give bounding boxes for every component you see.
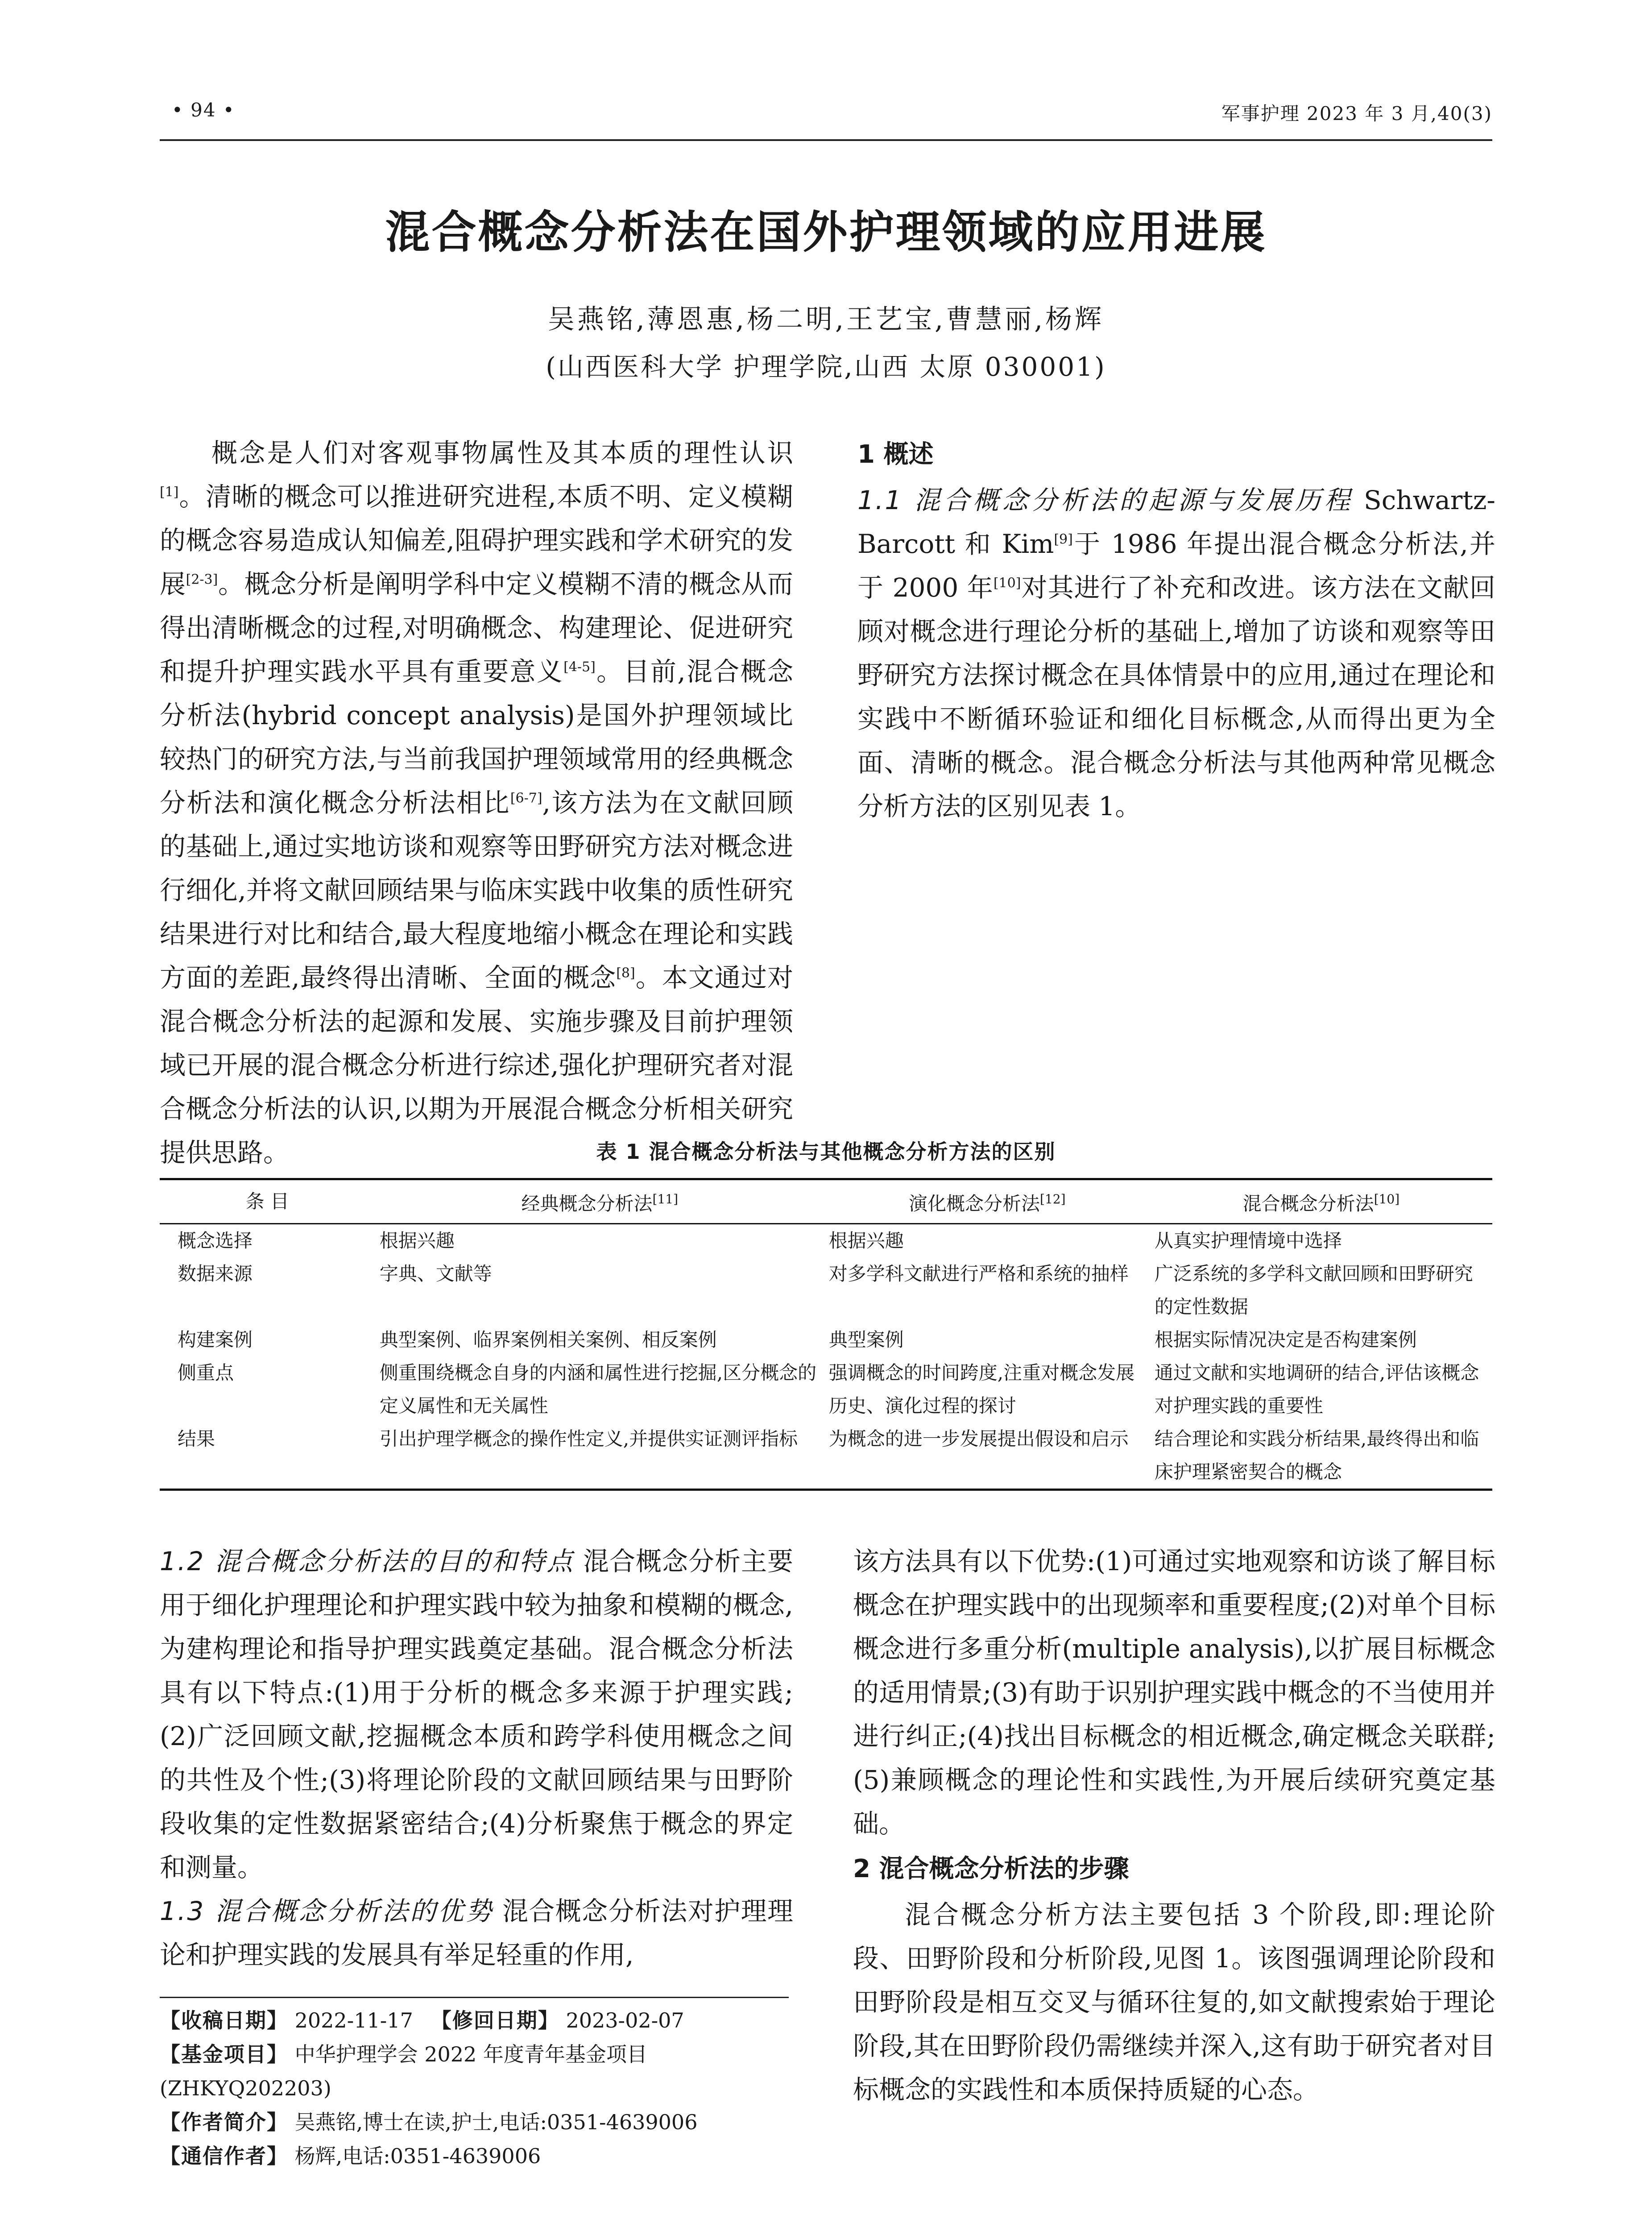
table-cell: 结合理论和实践分析结果,最终得出和临床护理紧密契合的概念 [1150, 1422, 1492, 1490]
citation[interactable]: [4-5] [563, 659, 596, 675]
table-cell: 构建案例 [178, 1329, 253, 1351]
received-date: 2022-11-17 [294, 2008, 413, 2032]
citation[interactable]: [10] [1374, 1192, 1400, 1207]
section-1-2-paragraph [160, 1539, 793, 1889]
intro-text: 。目前,混合概念分析法(hybrid concept analysis)是国外护理领域比较热门的研究方法,与当前我国护理领域常用的经典概念分析法和演化概念分析法相比 [160, 656, 793, 818]
footnote-corresponding [160, 2139, 793, 2173]
table-row [160, 1356, 1492, 1422]
table-cell: 典型案例 [828, 1329, 904, 1351]
author-bio: 吴燕铭,博士在读,护士,电话:0351-4639006 [294, 2110, 698, 2134]
citation[interactable]: [12] [1040, 1192, 1066, 1207]
table-row [160, 1422, 1492, 1490]
table-cell: 对多学科文献进行严格和系统的抽样 [828, 1263, 1129, 1285]
table-cell: 字典、文献等 [379, 1263, 492, 1285]
paragraph-text: 于 1986 年提出混合概念分析法,并于 2000 年 [857, 529, 1495, 603]
subsection-heading: 1.1 混合概念分析法的起源与发展历程 [857, 485, 1354, 515]
table-caption: 表 1 混合概念分析法与其他概念分析方法的区别 [596, 1140, 1056, 1164]
subsection-heading: 1.2 混合概念分析法的目的和特点 [160, 1546, 575, 1576]
table-cell: 典型案例、临界案例相关案例、相反案例 [379, 1329, 717, 1351]
section1-column-right [857, 431, 1495, 828]
paragraph-text: 混合概念分析主要用于细化护理理论和护理实践中较为抽象和模糊的概念,为建构理论和指导护理实践奠定基础。混合概念分析法具有以下特点:(1)用于分析的概念多来源于护理实践;(2)广泛回顾文献,挖掘概念本质和跨学科使用概念之间的共性及个性;(3)将理论阶段的文献回顾结果与田野阶段收集的定性数据紧密结合;(4)分析聚焦于概念的界定和测量。 [160, 1546, 794, 1883]
citation[interactable]: [10] [993, 575, 1021, 591]
table-row [160, 1257, 1492, 1323]
comparison-table [160, 1178, 1492, 1491]
table-cell: 侧重点 [178, 1362, 234, 1384]
footnote-label: 【收稿日期】 [160, 2008, 288, 2032]
intro-column-left [160, 431, 793, 1174]
citation[interactable]: [1] [160, 484, 179, 500]
intro-text: 概念是人们对客观事物属性及其本质的理性认识 [211, 438, 793, 468]
footnote-label: 【修回日期】 [431, 2008, 559, 2032]
table-row [160, 1323, 1492, 1356]
section-1-1-paragraph [857, 478, 1495, 828]
intro-text: 。清晰的概念可以推进研究进程,本质不明、定义模糊的概念容易造成认知偏差,阻碍护理实践和学术研究的发展 [160, 481, 793, 599]
footnote-rule [160, 1997, 789, 1998]
footnote-fund [160, 2037, 793, 2105]
footnote-label: 【基金项目】 [160, 2042, 288, 2066]
table-cell: 侧重围绕概念自身的内涵和属性进行挖掘,区分概念的定义属性和无关属性 [379, 1362, 817, 1417]
section-heading: 1 概述 [857, 440, 934, 469]
section-1-3-paragraph [160, 1889, 793, 1977]
table-cell: 广泛系统的多学科文献回顾和田野研究的定性数据 [1154, 1263, 1473, 1318]
table-header-cell: 混合概念分析法[10] [1150, 1179, 1492, 1224]
journal-info: 军事护理 2023 年 3 月,40(3) [1221, 103, 1492, 124]
fund-text: 中华护理学会 2022 年度青年基金项目(ZHKYQ202203) [160, 2042, 647, 2100]
paragraph-text: 混合概念分析法对护理理论和护理实践的发展具有举足轻重的作用, [160, 1896, 794, 1970]
table-cell: 根据兴趣 [379, 1230, 455, 1252]
paragraph-text: 对其进行了补充和改进。该方法在文献回顾对概念进行理论分析的基础上,增加了访谈和观察等田野研究方法探讨概念在具体情景中的应用,通过在理论和实践中不断循环验证和细化目标概念,从而得出更为全面、清晰的概念。混合概念分析法与其他两种常见概念分析方法的区别见表 1。 [857, 572, 1495, 821]
revised-date: 2023-02-07 [566, 2008, 684, 2032]
intro-text: ,该方法为在文献回顾的基础上,通过实地访谈和观察等田野研究方法对概念进行细化,并将文献回顾结果与临床实践中收集的质性研究结果进行对比和结合,最大程度地缩小概念在理论和实践方面的差距,最终得出清晰、全面的概念 [160, 788, 793, 993]
citation[interactable]: [2-3] [186, 572, 218, 588]
citation[interactable]: [8] [616, 965, 635, 981]
footnote-label: 【作者简介】 [160, 2110, 288, 2134]
table-header-cell: 条 目 [160, 1179, 362, 1224]
subsection-heading: 1.3 混合概念分析法的优势 [160, 1896, 494, 1926]
section-heading: 2 混合概念分析法的步骤 [853, 1854, 1129, 1883]
page-number: • 94 • [172, 99, 235, 121]
table-header-row [160, 1179, 1492, 1224]
corresponding-author: 杨辉,电话:0351-4639006 [294, 2144, 541, 2168]
table-cell: 根据实际情况决定是否构建案例 [1154, 1329, 1417, 1351]
section-2-paragraph: 混合概念分析方法主要包括 3 个阶段,即:理论阶段、田野阶段和分析阶段,见图 1。该图强调理论阶段和田野阶段是相互交叉与循环往复的,如文献搜索始于理论阶段,其在田野阶段仍需继续并深入,这有助于研究者对目标概念的实践性和本质保持质疑的心态。 [853, 1899, 1495, 2105]
citation[interactable]: [9] [1054, 531, 1073, 547]
table-cell: 从真实护理情境中选择 [1154, 1230, 1342, 1252]
citation[interactable]: [6-7] [510, 790, 542, 806]
header-rule [160, 139, 1492, 141]
table-cell: 通过文献和实地调研的结合,评估该概念对护理实践的重要性 [1154, 1362, 1479, 1417]
table-cell: 数据来源 [178, 1263, 253, 1285]
table-cell: 根据兴趣 [828, 1230, 904, 1252]
section1-column-lower-left [160, 1539, 793, 1977]
footnote-dates [160, 2003, 793, 2037]
table-cell: 概念选择 [178, 1230, 253, 1252]
article-authors: 吴燕铭,薄恩惠,杨二明,王艺宝,曹慧丽,杨辉 [547, 304, 1105, 335]
article-affiliation: (山西医科大学 护理学院,山西 太原 030001) [546, 352, 1106, 382]
section2-column-lower-right [853, 1539, 1495, 2111]
section-1-3-continued: 该方法具有以下优势:(1)可通过实地观察和访谈了解目标概念在护理实践中的出现频率和重要程度;(2)对单个目标概念进行多重分析(multiple analysis),以扩展目标概念的适用情景;(3)有助于识别护理实践中概念的不当使用并进行纠正;(4)找出目标概念的相近概念,确定概念关联群;(5)兼顾概念的理论性和实践性,为开展后续研究奠定基础。 [853, 1546, 1495, 1839]
table-header-cell: 演化概念分析法[12] [824, 1179, 1150, 1224]
citation[interactable]: [11] [652, 1192, 678, 1207]
table-cell: 引出护理学概念的操作性定义,并提供实证测评指标 [362, 1422, 824, 1490]
paragraph-text: Schwartz-Barcott 和 Kim [857, 485, 1495, 559]
table-cell: 为概念的进一步发展提出假设和启示 [824, 1422, 1150, 1490]
intro-text: 。本文通过对混合概念分析法的起源和发展、实施步骤及目前护理领域已开展的混合概念分析进行综述,强化护理研究者对混合概念分析法的认识,以期为开展混合概念分析相关研究提供思路。 [160, 962, 793, 1168]
table-row [160, 1224, 1492, 1258]
footnotes [160, 2003, 793, 2173]
intro-text: 。概念分析是阐明学科中定义模糊不清的概念从而得出清晰概念的过程,对明确概念、构建理论、促进研究和提升护理实践水平具有重要意义 [160, 569, 793, 687]
article-title: 混合概念分析法在国外护理领域的应用进展 [385, 206, 1267, 258]
table-cell: 强调概念的时间跨度,注重对概念发展历史、演化过程的探讨 [828, 1362, 1135, 1417]
footnote-author [160, 2105, 793, 2139]
intro-paragraph [160, 431, 793, 1174]
table-header-cell: 经典概念分析法[11] [362, 1179, 824, 1224]
table-cell: 结果 [160, 1422, 362, 1490]
footnote-label: 【通信作者】 [160, 2144, 288, 2168]
